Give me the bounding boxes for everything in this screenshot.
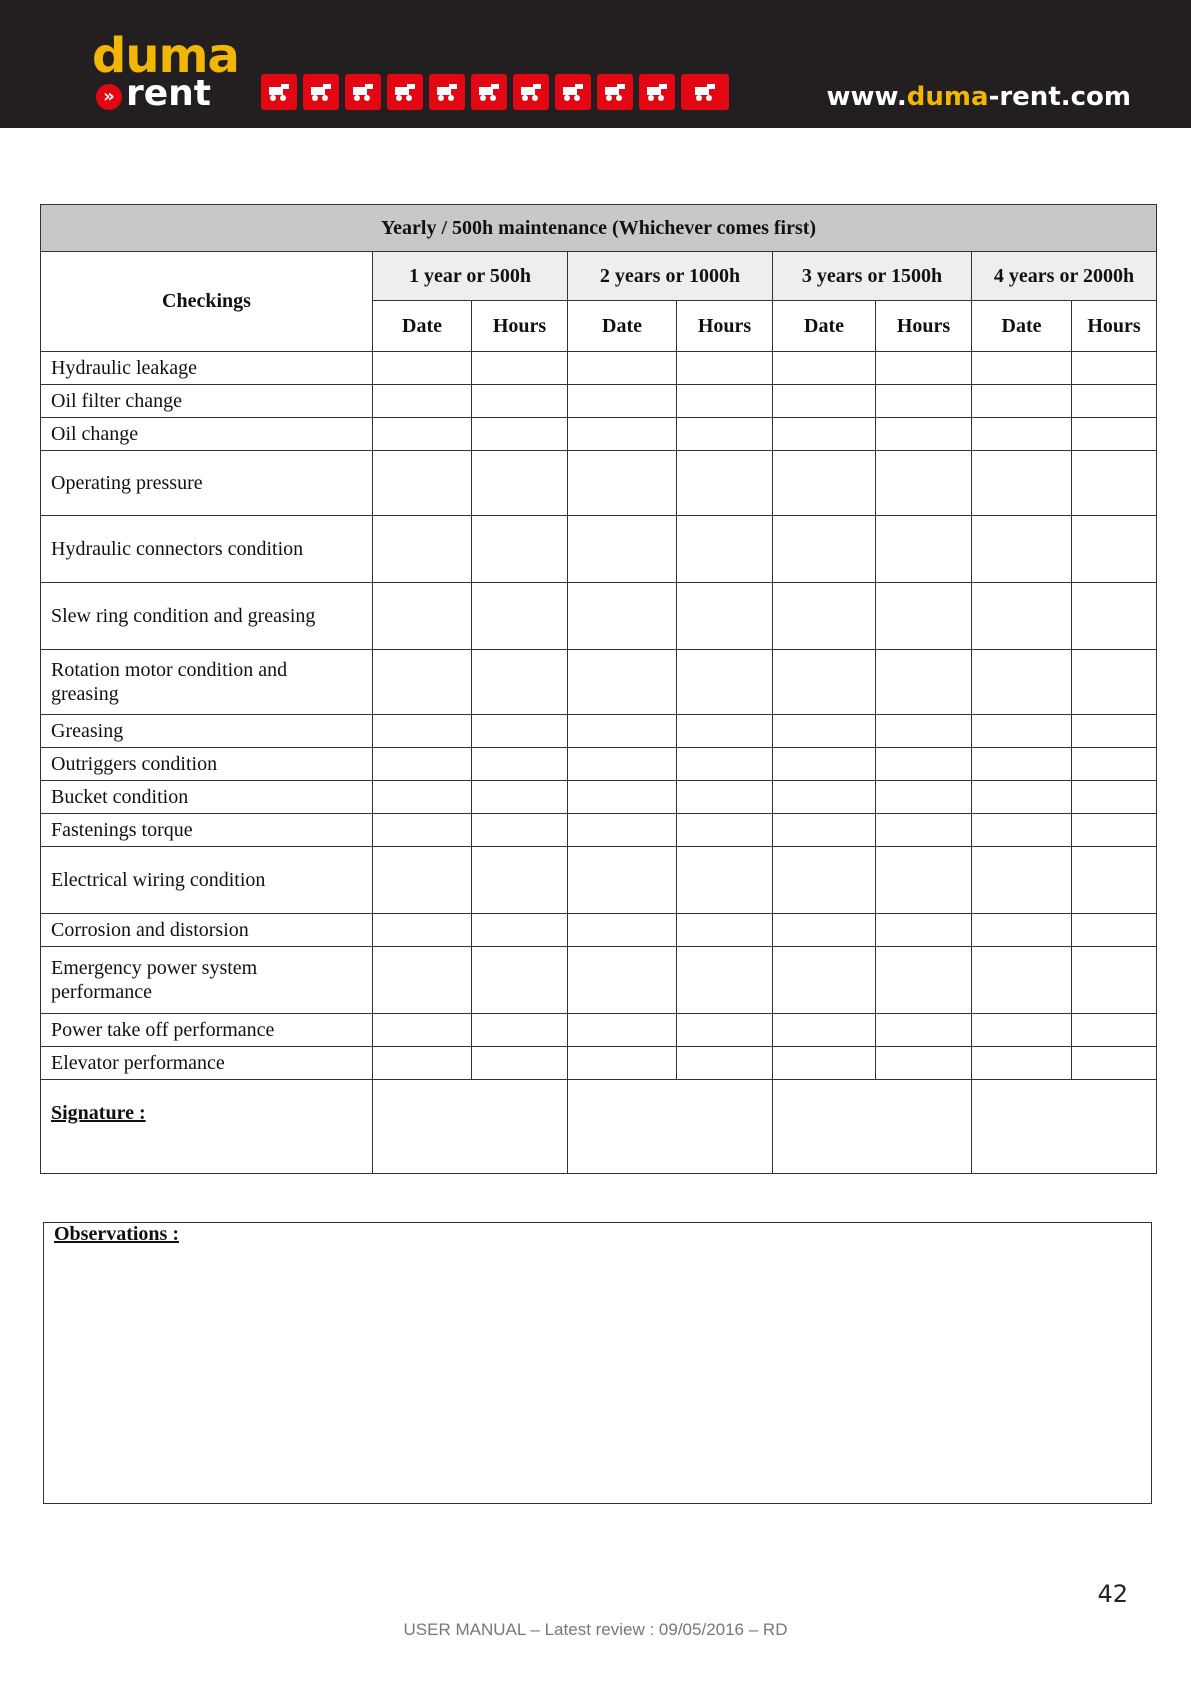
- date-header: Date: [373, 301, 472, 352]
- date-entry-cell[interactable]: [773, 583, 876, 650]
- hours-entry-cell[interactable]: [876, 516, 972, 583]
- checking-item-label: [41, 650, 373, 715]
- hours-entry-cell[interactable]: [1072, 418, 1157, 451]
- hours-entry-cell[interactable]: [1072, 385, 1157, 418]
- hours-entry-cell[interactable]: [876, 650, 972, 715]
- hours-entry-cell[interactable]: [1072, 650, 1157, 715]
- observations-label: Observations :: [54, 1223, 179, 1245]
- date-entry-cell[interactable]: [972, 814, 1072, 847]
- checking-item-label: [41, 385, 373, 418]
- hours-entry-cell[interactable]: [677, 385, 773, 418]
- forklift-icon: [303, 74, 339, 110]
- date-entry-cell[interactable]: [568, 847, 677, 914]
- table-row: [41, 385, 1157, 418]
- hours-entry-cell[interactable]: [876, 352, 972, 385]
- signature-cell[interactable]: [568, 1080, 773, 1174]
- hours-entry-cell[interactable]: [677, 516, 773, 583]
- date-entry-cell[interactable]: [568, 914, 677, 947]
- hours-entry-cell[interactable]: [1072, 847, 1157, 914]
- hours-entry-cell[interactable]: [1072, 1047, 1157, 1080]
- date-entry-cell[interactable]: [568, 418, 677, 451]
- hours-entry-cell[interactable]: [472, 583, 568, 650]
- date-entry-cell[interactable]: [373, 583, 472, 650]
- url-prefix: www.: [826, 82, 907, 112]
- date-entry-cell[interactable]: [373, 781, 472, 814]
- date-entry-cell[interactable]: [773, 516, 876, 583]
- date-entry-cell[interactable]: [773, 1047, 876, 1080]
- hours-entry-cell[interactable]: [472, 451, 568, 516]
- hours-entry-cell[interactable]: [472, 418, 568, 451]
- checklist-body: [41, 352, 1157, 1080]
- hours-entry-cell[interactable]: [677, 451, 773, 516]
- observations-box[interactable]: [43, 1222, 1152, 1504]
- checking-item-line: Emergency power system: [51, 957, 258, 979]
- hours-entry-cell[interactable]: [1072, 583, 1157, 650]
- signature-cell[interactable]: [373, 1080, 568, 1174]
- date-entry-cell[interactable]: [773, 781, 876, 814]
- date-entry-cell[interactable]: [972, 650, 1072, 715]
- date-entry-cell[interactable]: [773, 947, 876, 1014]
- table-row: [41, 781, 1157, 814]
- url-suffix: -rent.com: [988, 82, 1131, 112]
- logo-chevron-icon: »: [96, 84, 122, 110]
- date-entry-cell[interactable]: [773, 847, 876, 914]
- hours-entry-cell[interactable]: [677, 418, 773, 451]
- date-entry-cell[interactable]: [773, 385, 876, 418]
- checking-item-line: Hydraulic connectors condition: [51, 538, 304, 560]
- date-entry-cell[interactable]: [773, 748, 876, 781]
- hours-entry-cell[interactable]: [1072, 748, 1157, 781]
- hours-entry-cell[interactable]: [1072, 715, 1157, 748]
- period-header: 4 years or 2000h: [972, 252, 1157, 301]
- checking-item-line: Greasing: [51, 720, 124, 742]
- logo-duma-text: duma: [92, 28, 239, 84]
- hours-entry-cell[interactable]: [472, 847, 568, 914]
- checking-item-line: Power take off performance: [51, 1019, 275, 1041]
- date-entry-cell[interactable]: [568, 715, 677, 748]
- date-entry-cell[interactable]: [568, 1047, 677, 1080]
- table-row: [41, 516, 1157, 583]
- date-entry-cell[interactable]: [972, 385, 1072, 418]
- hours-entry-cell[interactable]: [1072, 814, 1157, 847]
- date-entry-cell[interactable]: [373, 1014, 472, 1047]
- checking-item-label: [41, 1014, 373, 1047]
- hours-entry-cell[interactable]: [876, 385, 972, 418]
- date-entry-cell[interactable]: [972, 914, 1072, 947]
- signature-cell[interactable]: [773, 1080, 972, 1174]
- hours-entry-cell[interactable]: [677, 1014, 773, 1047]
- checking-item-label: [41, 914, 373, 947]
- date-entry-cell[interactable]: [972, 748, 1072, 781]
- hours-entry-cell[interactable]: [876, 1014, 972, 1047]
- checking-item-line: Bucket condition: [51, 786, 189, 808]
- date-entry-cell[interactable]: [972, 352, 1072, 385]
- date-entry-cell[interactable]: [568, 1014, 677, 1047]
- date-entry-cell[interactable]: [773, 814, 876, 847]
- checking-item-line: Rotation motor condition and: [51, 659, 288, 681]
- checkings-header: Checkings: [41, 252, 373, 352]
- checking-item-label: [41, 715, 373, 748]
- hours-entry-cell[interactable]: [472, 715, 568, 748]
- hours-entry-cell[interactable]: [677, 814, 773, 847]
- date-entry-cell[interactable]: [373, 516, 472, 583]
- hours-entry-cell[interactable]: [1072, 352, 1157, 385]
- date-entry-cell[interactable]: [972, 781, 1072, 814]
- hours-entry-cell[interactable]: [1072, 947, 1157, 1014]
- hours-header: Hours: [472, 301, 568, 352]
- table-row: [41, 914, 1157, 947]
- hours-entry-cell[interactable]: [677, 583, 773, 650]
- date-entry-cell[interactable]: [972, 451, 1072, 516]
- date-entry-cell[interactable]: [773, 650, 876, 715]
- hours-entry-cell[interactable]: [1072, 451, 1157, 516]
- date-entry-cell[interactable]: [568, 516, 677, 583]
- aerial-lift-icon: [597, 74, 633, 110]
- date-entry-cell[interactable]: [773, 352, 876, 385]
- date-entry-cell[interactable]: [568, 352, 677, 385]
- checking-item-line: Hydraulic leakage: [51, 357, 198, 379]
- hours-entry-cell[interactable]: [876, 1047, 972, 1080]
- date-entry-cell[interactable]: [568, 814, 677, 847]
- checking-item-line: Elevator performance: [51, 1052, 225, 1074]
- compactor-icon: [345, 74, 381, 110]
- table-row: [41, 451, 1157, 516]
- crane-truck-icon: [513, 74, 549, 110]
- hours-entry-cell[interactable]: [677, 1047, 773, 1080]
- hours-entry-cell[interactable]: [1072, 781, 1157, 814]
- date-entry-cell[interactable]: [373, 418, 472, 451]
- hours-entry-cell[interactable]: [876, 715, 972, 748]
- checking-item-label: [41, 947, 373, 1014]
- footer-text: USER MANUAL – Latest review : 09/05/2016 – RD: [403, 1620, 788, 1639]
- date-header: Date: [773, 301, 876, 352]
- hours-entry-cell[interactable]: [1072, 914, 1157, 947]
- hours-entry-cell[interactable]: [677, 715, 773, 748]
- hours-entry-cell[interactable]: [677, 781, 773, 814]
- hours-entry-cell[interactable]: [677, 847, 773, 914]
- checking-item-line: Oil filter change: [51, 390, 183, 412]
- date-entry-cell[interactable]: [373, 385, 472, 418]
- hours-header: Hours: [677, 301, 773, 352]
- excavator-icon: [555, 74, 591, 110]
- checking-item-label: [41, 451, 373, 516]
- date-entry-cell[interactable]: [568, 748, 677, 781]
- date-entry-cell[interactable]: [568, 451, 677, 516]
- hours-entry-cell[interactable]: [472, 385, 568, 418]
- date-entry-cell[interactable]: [972, 583, 1072, 650]
- logo-rent-text: rent: [126, 73, 212, 114]
- hours-entry-cell[interactable]: [677, 352, 773, 385]
- date-entry-cell[interactable]: [773, 914, 876, 947]
- date-entry-cell[interactable]: [972, 516, 1072, 583]
- date-entry-cell[interactable]: [972, 847, 1072, 914]
- hours-entry-cell[interactable]: [472, 516, 568, 583]
- hours-entry-cell[interactable]: [677, 748, 773, 781]
- date-entry-cell[interactable]: [568, 583, 677, 650]
- date-entry-cell[interactable]: [972, 1047, 1072, 1080]
- date-entry-cell[interactable]: [568, 947, 677, 1014]
- url-highlight: duma: [906, 82, 989, 112]
- checking-item-line: Slew ring condition and greasing: [51, 605, 316, 627]
- table-row: [41, 715, 1157, 748]
- table-row: [41, 418, 1157, 451]
- date-entry-cell[interactable]: [972, 715, 1072, 748]
- hours-header: Hours: [1072, 301, 1157, 352]
- trailer-icon: [681, 74, 729, 110]
- hours-entry-cell[interactable]: [472, 650, 568, 715]
- signature-cell[interactable]: [972, 1080, 1157, 1174]
- date-entry-cell[interactable]: [373, 847, 472, 914]
- hours-entry-cell[interactable]: [472, 352, 568, 385]
- date-entry-cell[interactable]: [773, 1014, 876, 1047]
- hours-entry-cell[interactable]: [876, 781, 972, 814]
- checking-item-label: [41, 583, 373, 650]
- table-row: [41, 1014, 1157, 1047]
- checking-item-line: performance: [51, 981, 153, 1003]
- date-entry-cell[interactable]: [972, 1014, 1072, 1047]
- maintenance-table: [40, 204, 1157, 1174]
- table-title: Yearly / 500h maintenance (Whichever comes first): [41, 205, 1157, 252]
- date-entry-cell[interactable]: [373, 947, 472, 1014]
- date-entry-cell[interactable]: [373, 451, 472, 516]
- loader-icon: [471, 74, 507, 110]
- checking-item-line: Outriggers condition: [51, 753, 218, 775]
- tractor-icon: [429, 74, 465, 110]
- telehandler-icon: [639, 74, 675, 110]
- hours-entry-cell[interactable]: [1072, 1014, 1157, 1047]
- table-row: [41, 847, 1157, 914]
- hours-entry-cell[interactable]: [677, 947, 773, 1014]
- table-row: [41, 814, 1157, 847]
- checking-item-line: greasing: [51, 683, 119, 705]
- date-entry-cell[interactable]: [373, 748, 472, 781]
- table-row: [41, 748, 1157, 781]
- period-header: 1 year or 500h: [373, 252, 568, 301]
- table-row: [41, 583, 1157, 650]
- checking-item-label: [41, 781, 373, 814]
- machine-icon-strip: [261, 74, 729, 110]
- hours-entry-cell[interactable]: [876, 418, 972, 451]
- hours-entry-cell[interactable]: [677, 650, 773, 715]
- checking-item-label: [41, 1047, 373, 1080]
- date-entry-cell[interactable]: [373, 715, 472, 748]
- hours-entry-cell[interactable]: [472, 748, 568, 781]
- mini-excavator-icon: [387, 74, 423, 110]
- date-entry-cell[interactable]: [373, 1047, 472, 1080]
- date-entry-cell[interactable]: [373, 650, 472, 715]
- hours-entry-cell[interactable]: [472, 947, 568, 1014]
- table-row: [41, 947, 1157, 1014]
- checking-item-label: [41, 516, 373, 583]
- table-row: [41, 650, 1157, 715]
- period-header: 3 years or 1500h: [773, 252, 972, 301]
- checking-item-line: Electrical wiring condition: [51, 869, 266, 891]
- checking-item-line: Corrosion and distorsion: [51, 919, 249, 941]
- table-row: [41, 1047, 1157, 1080]
- hours-entry-cell[interactable]: [876, 748, 972, 781]
- hours-entry-cell[interactable]: [876, 847, 972, 914]
- hours-entry-cell[interactable]: [472, 1047, 568, 1080]
- date-entry-cell[interactable]: [568, 781, 677, 814]
- date-entry-cell[interactable]: [373, 914, 472, 947]
- skid-steer-icon: [261, 74, 297, 110]
- hours-entry-cell[interactable]: [876, 914, 972, 947]
- date-header: Date: [568, 301, 677, 352]
- date-entry-cell[interactable]: [972, 947, 1072, 1014]
- date-entry-cell[interactable]: [373, 352, 472, 385]
- checking-item-line: Operating pressure: [51, 472, 203, 494]
- date-entry-cell[interactable]: [373, 814, 472, 847]
- checking-item-label: [41, 352, 373, 385]
- hours-entry-cell[interactable]: [472, 814, 568, 847]
- hours-entry-cell[interactable]: [1072, 516, 1157, 583]
- page-header: [0, 0, 1191, 128]
- date-entry-cell[interactable]: [773, 451, 876, 516]
- checking-item-line: Fastenings torque: [51, 819, 193, 841]
- checking-item-label: [41, 418, 373, 451]
- date-entry-cell[interactable]: [773, 418, 876, 451]
- checking-item-label: [41, 847, 373, 914]
- hours-entry-cell[interactable]: [472, 1014, 568, 1047]
- website-url[interactable]: [827, 82, 1131, 112]
- date-entry-cell[interactable]: [568, 650, 677, 715]
- hours-entry-cell[interactable]: [876, 583, 972, 650]
- date-header: Date: [972, 301, 1072, 352]
- checking-item-label: [41, 814, 373, 847]
- date-entry-cell[interactable]: [568, 385, 677, 418]
- period-header: 2 years or 1000h: [568, 252, 773, 301]
- date-entry-cell[interactable]: [972, 418, 1072, 451]
- page-number: 42: [1097, 1580, 1128, 1608]
- hours-entry-cell[interactable]: [472, 781, 568, 814]
- hours-entry-cell[interactable]: [876, 451, 972, 516]
- checking-item-label: [41, 748, 373, 781]
- hours-entry-cell[interactable]: [472, 914, 568, 947]
- checking-item-line: Oil change: [51, 423, 139, 445]
- hours-entry-cell[interactable]: [677, 914, 773, 947]
- hours-header: Hours: [876, 301, 972, 352]
- signature-label: Signature :: [41, 1080, 373, 1174]
- hours-entry-cell[interactable]: [876, 947, 972, 1014]
- table-row: [41, 352, 1157, 385]
- hours-entry-cell[interactable]: [876, 814, 972, 847]
- date-entry-cell[interactable]: [773, 715, 876, 748]
